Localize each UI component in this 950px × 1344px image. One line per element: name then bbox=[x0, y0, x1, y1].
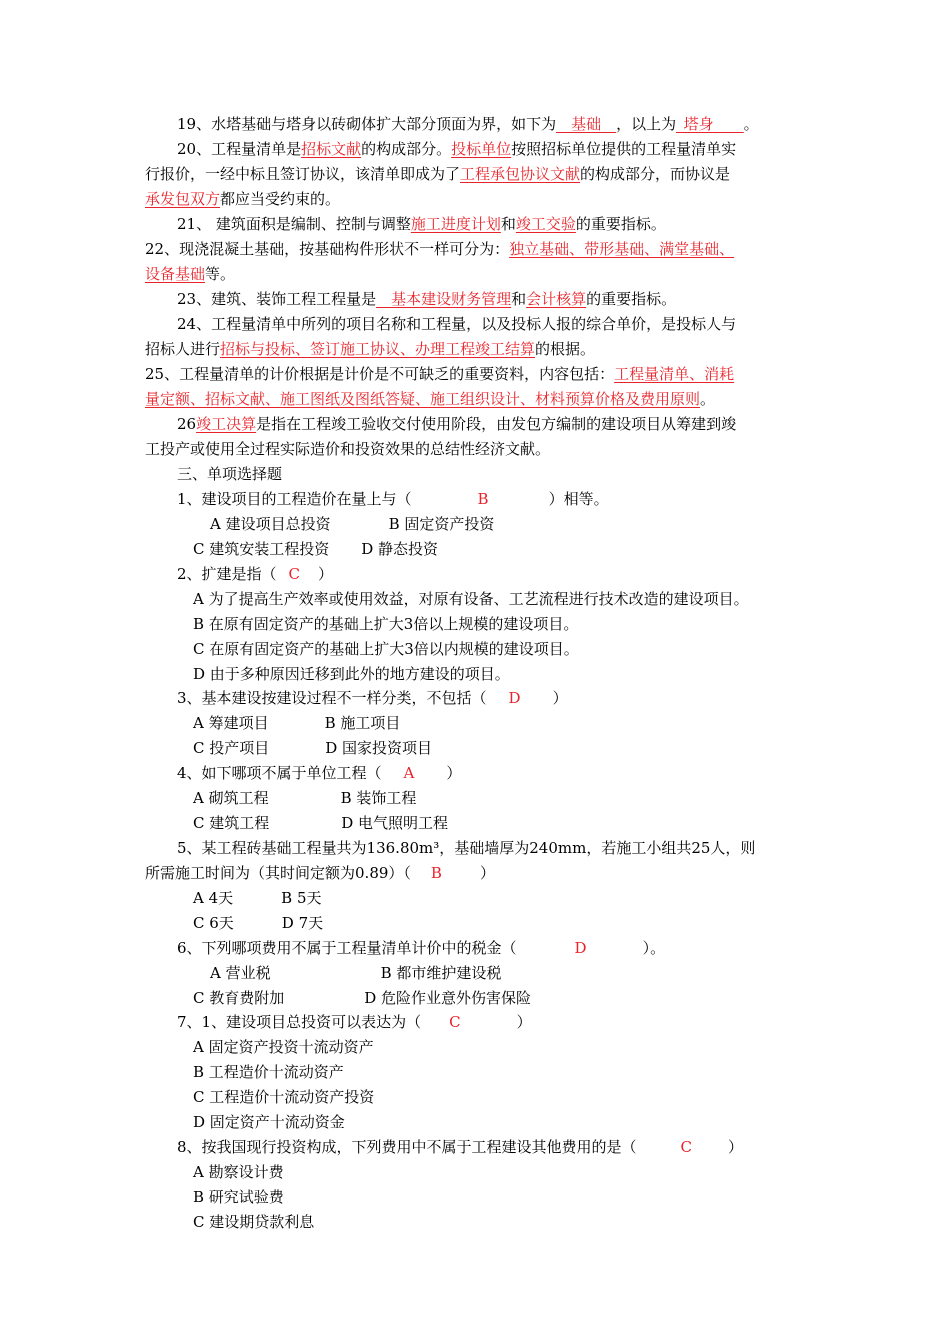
answer-blank: 承发包双方 bbox=[145, 190, 221, 208]
question-text: 24、工程量清单中所列的项目名称和工程量，以及投标人报的综合单价，是投标人与 bbox=[177, 315, 737, 333]
option: C 6天 bbox=[193, 914, 234, 932]
option: A 4天 bbox=[193, 889, 234, 907]
question-stem: 6、下列哪项费用不属于工程量清单计价中的税金（ bbox=[177, 939, 517, 957]
mc-question-7 bbox=[177, 1010, 842, 1035]
option-row bbox=[193, 911, 858, 936]
answer-letter: D bbox=[574, 939, 587, 957]
option-row bbox=[193, 886, 858, 911]
answer-blank: 招标与投标、签订施工协议、办理工程竣工结算 bbox=[220, 340, 536, 358]
option: A 勘察设计费 bbox=[193, 1163, 284, 1181]
option: C 建筑安装工程投资 bbox=[193, 540, 330, 558]
question-text: 的重要指标。 bbox=[575, 215, 666, 233]
answer-blank: 工程量清单、消耗 bbox=[614, 365, 735, 383]
question-text: 按照招标单位提供的工程量清单实 bbox=[511, 140, 737, 158]
option: D 固定资产十流动资金 bbox=[193, 1113, 345, 1131]
fill-question-26-line-2 bbox=[145, 437, 810, 462]
option: C 工程造价十流动资产投资 bbox=[193, 1088, 375, 1106]
mc-question-6 bbox=[177, 936, 842, 961]
option: D 7天 bbox=[281, 914, 324, 932]
mc-question-5-line-1: 5、某工程砖基础工程量共为136.80m³，基础墙厚为240mm，若施工小组共25人，则 bbox=[177, 839, 756, 857]
option: B 研究试验费 bbox=[193, 1188, 284, 1206]
question-text: 的构成部分。 bbox=[361, 140, 452, 158]
question-stem: 2、扩建是指（ bbox=[177, 565, 277, 583]
answer-blank: 投标单位 bbox=[451, 140, 512, 158]
answer-letter: B bbox=[477, 490, 489, 508]
question-stem: 3、基本建设按建设过程不一样分类，不包括（ bbox=[177, 689, 487, 707]
fill-question-24-line-1 bbox=[177, 312, 842, 337]
answer-blank: 量定额、招标文献、施工图纸及图纸答疑、施工组织设计、材料预算价格及费用原则 bbox=[145, 390, 701, 408]
mc-question-8 bbox=[177, 1135, 842, 1160]
question-stem: ）。 bbox=[642, 939, 666, 957]
mc-question-1 bbox=[177, 487, 842, 512]
question-stem: ） bbox=[728, 1138, 744, 1156]
question-stem: 7、1、建设项目总投资可以表达为（ bbox=[177, 1013, 422, 1031]
option: A 营业税 bbox=[210, 964, 271, 982]
question-stem: ） bbox=[516, 1013, 532, 1031]
option: B 装饰工程 bbox=[340, 789, 417, 807]
question-text: 的根据。 bbox=[535, 340, 596, 358]
question-text: ，以上为 bbox=[616, 115, 677, 133]
answer-blank: 施工进度计划 bbox=[410, 215, 501, 233]
option: B 固定资产投资 bbox=[388, 515, 495, 533]
answer-blank: _塔身____ bbox=[676, 115, 744, 133]
question-text: 的构成部分，而协议是 bbox=[580, 165, 731, 183]
question-stem: ） bbox=[479, 864, 495, 882]
mc-question-3 bbox=[177, 686, 842, 711]
answer-blank: __基础__ bbox=[556, 115, 617, 133]
fill-question-25-line-1 bbox=[145, 362, 810, 387]
answer-letter: A bbox=[403, 764, 415, 782]
question-text: 20、工程量清单是 bbox=[177, 140, 302, 158]
fill-question-19 bbox=[177, 112, 842, 137]
fill-question-25-line-2 bbox=[145, 387, 810, 412]
option: C 在原有固定资产的基础上扩大3倍以内规模的建设项目。 bbox=[193, 640, 579, 658]
option: A 固定资产投资十流动资产 bbox=[193, 1038, 374, 1056]
option: D 危险作业意外伤害保险 bbox=[364, 989, 532, 1007]
question-text: 是指在工程竣工验收交付使用阶段，由发包方编制的建设项目从筹建到竣 bbox=[256, 415, 737, 433]
question-text: 的重要指标。 bbox=[586, 290, 677, 308]
option: A 为了提高生产效率或使用效益，对原有设备、工艺流程进行技术改造的建设项目。 bbox=[193, 590, 749, 608]
question-text: 22、现浇混凝土基础，按基础构件形状不一样可分为： bbox=[145, 240, 510, 258]
mc-question-5-line-2 bbox=[145, 861, 810, 886]
option: D 由于多种原因迁移到此外的地方建设的项目。 bbox=[193, 665, 510, 683]
option: B 5天 bbox=[281, 889, 322, 907]
answer-blank: 招标文献 bbox=[301, 140, 362, 158]
question-stem: ） bbox=[446, 764, 462, 782]
option-row bbox=[193, 711, 858, 736]
question-text: 26 bbox=[177, 415, 197, 433]
answer-letter: C bbox=[680, 1138, 693, 1156]
option: A 砌筑工程 bbox=[193, 789, 269, 807]
option: B 都市维护建设税 bbox=[380, 964, 502, 982]
option: D 电气照明工程 bbox=[341, 814, 449, 832]
question-stem: 1、建设项目的工程造价在量上与（ bbox=[177, 490, 412, 508]
question-text: 21、 建筑面积是编制、控制与调整 bbox=[177, 215, 411, 233]
question-text: 招标人进行 bbox=[145, 340, 221, 358]
question-text: 和 bbox=[511, 290, 527, 308]
answer-blank: 设备基础 bbox=[145, 265, 206, 283]
option-row bbox=[210, 961, 875, 986]
option: D 静态投资 bbox=[361, 540, 439, 558]
option-row bbox=[193, 811, 858, 836]
question-text: 等。 bbox=[205, 265, 236, 283]
question-stem: ）相等。 bbox=[548, 490, 609, 508]
fill-question-24-line-2 bbox=[145, 337, 810, 362]
answer-letter: D bbox=[508, 689, 521, 707]
option: B 工程造价十流动资产 bbox=[193, 1063, 344, 1081]
question-stem: 4、如下哪项不属于单位工程（ bbox=[177, 764, 382, 782]
option-row bbox=[210, 512, 875, 537]
fill-question-26-line-1 bbox=[177, 412, 842, 437]
question-text: 23、建筑、装饰工程工程量是 bbox=[177, 290, 377, 308]
answer-blank: 竣工决算 bbox=[196, 415, 257, 433]
question-text: 工投产或使用全过程实际造价和投资效果的总结性经济文献。 bbox=[145, 440, 551, 458]
fill-question-23 bbox=[177, 287, 842, 312]
question-text: 。 bbox=[743, 115, 759, 133]
option-row bbox=[193, 786, 858, 811]
option: C 投产项目 bbox=[193, 739, 270, 757]
option: C 建设期贷款利息 bbox=[193, 1213, 315, 1231]
question-stem: 所需施工时间为（其时间定额为0.89）（ bbox=[145, 864, 411, 882]
mc-question-4 bbox=[177, 761, 842, 786]
fill-question-22-line-2 bbox=[145, 262, 810, 287]
question-stem: ） bbox=[318, 565, 334, 583]
answer-letter: C bbox=[288, 565, 301, 583]
fill-question-20-line-1 bbox=[177, 137, 842, 162]
question-text: 都应当受约束的。 bbox=[220, 190, 341, 208]
option: C 教育费附加 bbox=[193, 989, 285, 1007]
answer-blank: 竣工交验 bbox=[515, 215, 576, 233]
section-title: 三、单项选择题 bbox=[177, 465, 283, 483]
answer-blank: 独立基础、带形基础、满堂基础、 bbox=[509, 240, 735, 258]
option: C 建筑工程 bbox=[193, 814, 270, 832]
question-text: 和 bbox=[500, 215, 516, 233]
option: B 在原有固定资产的基础上扩大3倍以上规模的建设项目。 bbox=[193, 615, 579, 633]
option: B 施工项目 bbox=[324, 714, 401, 732]
fill-question-21 bbox=[177, 212, 842, 237]
answer-letter: C bbox=[449, 1013, 461, 1031]
question-text: 19、水塔基础与塔身以砖砌体扩大部分顶面为界，如下为 bbox=[177, 115, 557, 133]
option-row bbox=[193, 986, 858, 1011]
question-text: 25、工程量清单的计价根据是计价是不可缺乏的重要资料，内容包括： bbox=[145, 365, 615, 383]
question-stem: 8、按我国现行投资构成，下列费用中不属于工程建设其他费用的是（ bbox=[177, 1138, 637, 1156]
question-text: 行报价，一经中标且签订协议，该清单即成为了 bbox=[145, 165, 461, 183]
question-text: 。 bbox=[700, 390, 716, 408]
answer-blank: 会计核算 bbox=[526, 290, 587, 308]
option-row bbox=[193, 736, 858, 761]
answer-letter: B bbox=[430, 864, 442, 882]
fill-question-20-line-2 bbox=[145, 162, 810, 187]
option: A 建设项目总投资 bbox=[210, 515, 331, 533]
mc-question-2 bbox=[177, 562, 842, 587]
fill-question-20-line-3 bbox=[145, 187, 810, 212]
option-row bbox=[193, 537, 858, 562]
answer-blank: 工程承包协议文献 bbox=[460, 165, 581, 183]
option: A 筹建项目 bbox=[193, 714, 269, 732]
question-stem: ） bbox=[552, 689, 568, 707]
fill-question-22-line-1 bbox=[145, 237, 810, 262]
answer-blank: __基本建设财务管理 bbox=[376, 290, 512, 308]
option: D 国家投资项目 bbox=[325, 739, 433, 757]
